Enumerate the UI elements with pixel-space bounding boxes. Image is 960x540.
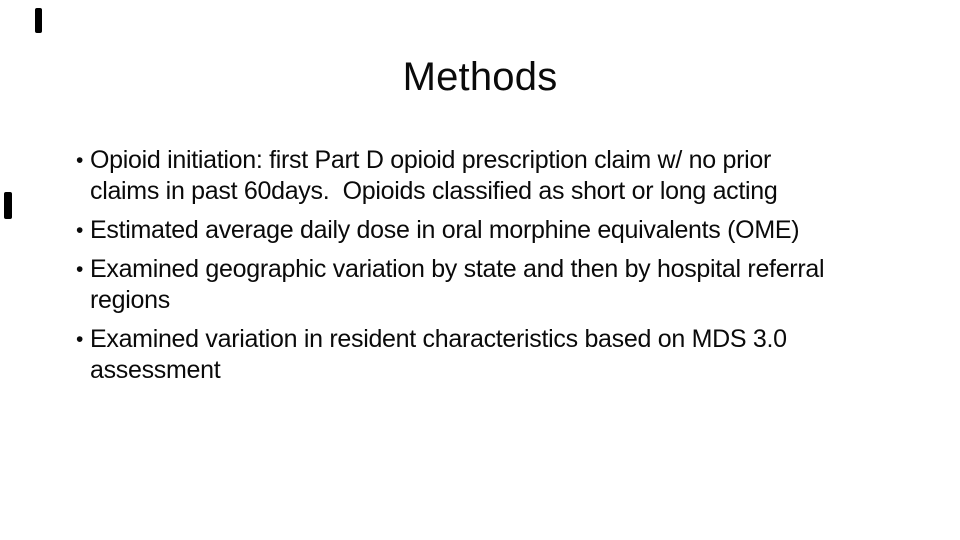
bullet-text-line: assessment bbox=[90, 356, 221, 384]
bullet-marker: • bbox=[76, 149, 84, 172]
video-artifact-mark-top-left bbox=[35, 8, 42, 33]
bullet-text-line: claims in past 60days. Opioids classified as short or long acting bbox=[90, 177, 778, 205]
bullet-item-opioid-initiation bbox=[76, 145, 944, 207]
bullet-list bbox=[76, 145, 944, 386]
bullet-text-line: regions bbox=[90, 286, 170, 314]
bullet-text bbox=[90, 215, 944, 246]
bullet-item-estimated-dose bbox=[76, 215, 944, 246]
bullet-text bbox=[90, 324, 944, 386]
slide-title: Methods bbox=[402, 55, 558, 99]
bullet-text bbox=[90, 254, 944, 316]
bullet-item-resident-characteristics bbox=[76, 324, 944, 386]
bullet-marker: • bbox=[76, 328, 84, 351]
bullet-text-line: Estimated average daily dose in oral morphine equivalents (OME) bbox=[90, 216, 800, 244]
bullet-text-line: Examined geographic variation by state and then by hospital referral bbox=[90, 255, 825, 283]
video-artifact-mark-left-edge bbox=[4, 192, 12, 219]
bullet-text bbox=[90, 145, 944, 207]
bullet-marker: • bbox=[76, 219, 84, 242]
bullet-text-line: Examined variation in resident characteristics based on MDS 3.0 bbox=[90, 325, 787, 353]
bullet-item-geographic-variation bbox=[76, 254, 944, 316]
bullet-text-line: Opioid initiation: first Part D opioid prescription claim w/ no prior bbox=[90, 146, 771, 174]
bullet-marker: • bbox=[76, 258, 84, 281]
